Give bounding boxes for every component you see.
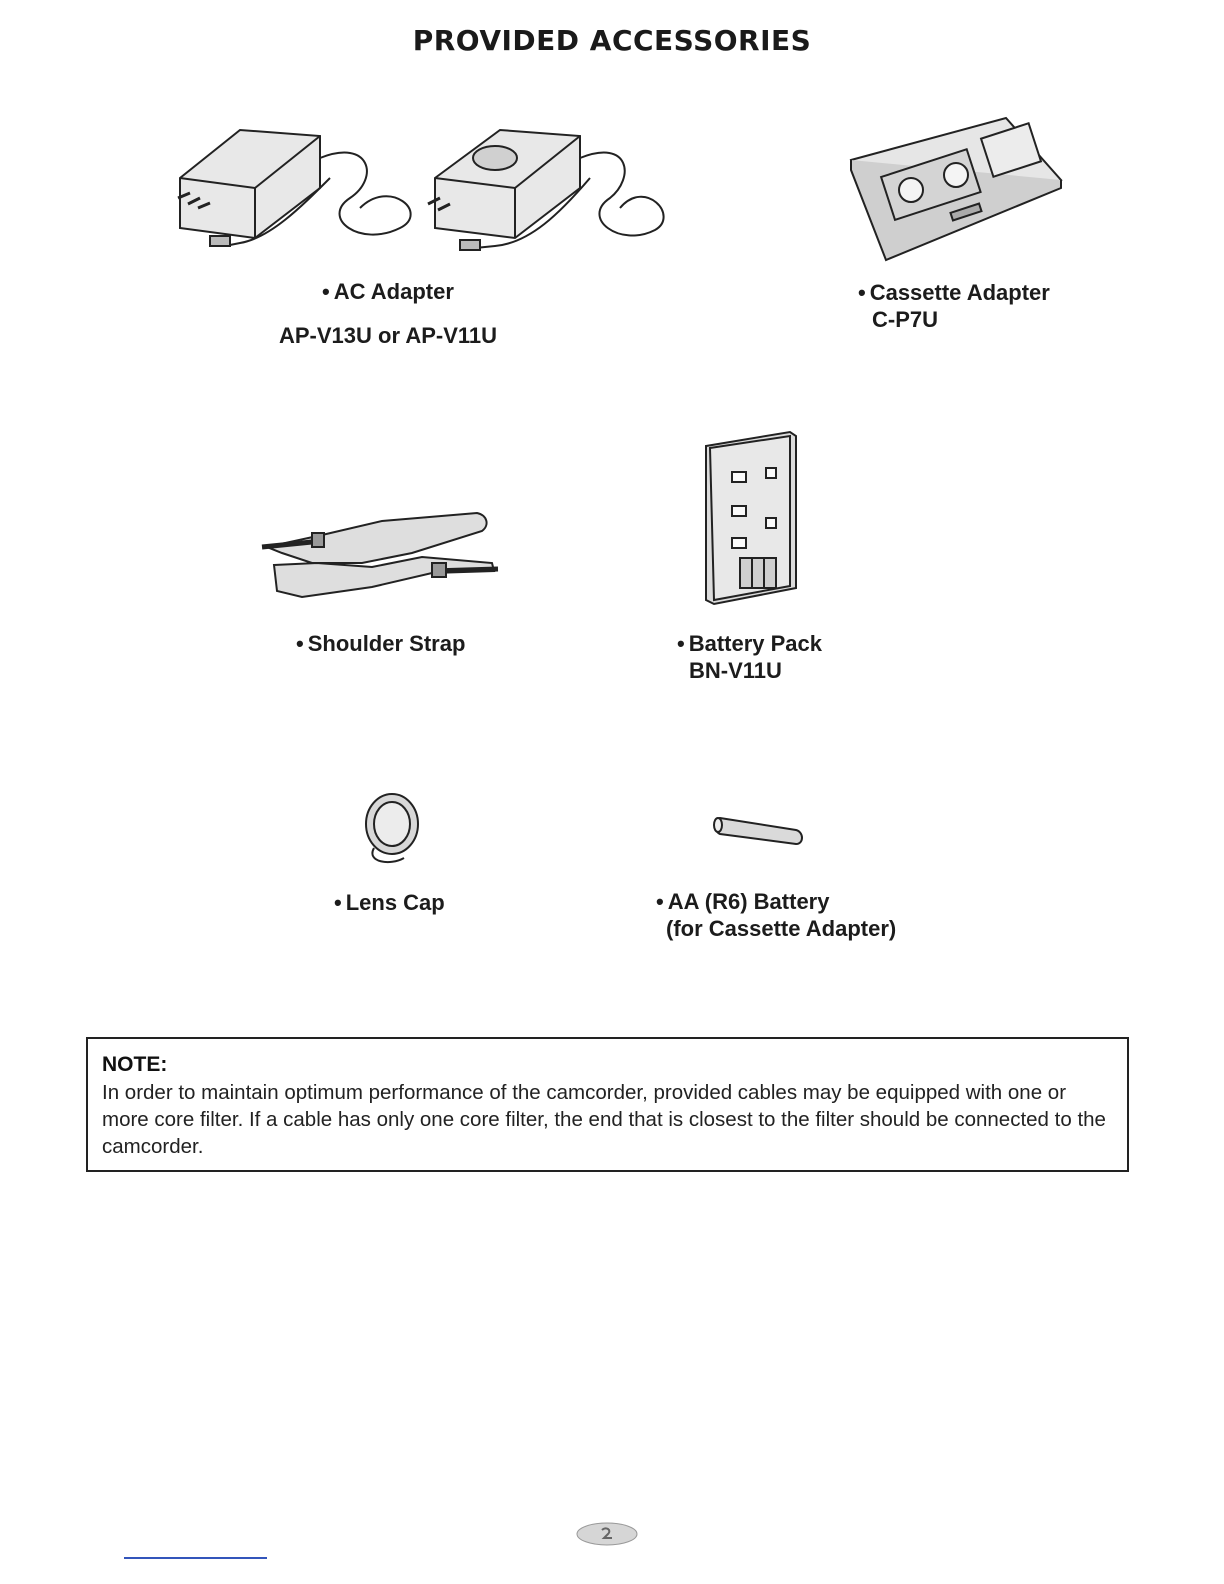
- lens-cap-icon: [360, 788, 424, 866]
- accessory-name: Lens Cap: [345, 890, 445, 915]
- note-title: NOTE:: [102, 1053, 168, 1076]
- accessory-name: AC Adapter: [333, 279, 454, 304]
- accessory-label-cassette-adapter: • Cassette Adapter C-P7U: [858, 280, 1050, 332]
- accessory-label-shoulder-strap: • Shoulder Strap: [296, 631, 466, 656]
- shoulder-strap-icon: [262, 505, 502, 605]
- page-title: PROVIDED ACCESSORIES: [412, 24, 812, 57]
- note-text: In order to maintain optimum performance of the camcorder, provided cables may be equipped with one or more core filter. If a cable has only one core filter, the end that is closest to the filter should be connected to the camcorder.: [102, 1081, 1106, 1158]
- ac-adapter-icon: [170, 118, 625, 268]
- accessory-label-lens-cap: • Lens Cap: [334, 890, 445, 915]
- accessory-label-ac-adapter: • AC Adapter: [322, 279, 454, 304]
- accessory-model-ac-adapter: AP-V13U or AP-V11U: [279, 323, 498, 348]
- accessory-name: AA (R6) Battery: [667, 889, 830, 914]
- accessory-model: (for Cassette Adapter): [666, 916, 897, 941]
- accessory-name: Cassette Adapter: [869, 280, 1050, 305]
- accessory-name: Shoulder Strap: [307, 631, 466, 656]
- battery-pack-icon: [700, 428, 800, 608]
- aa-battery-icon: [712, 812, 806, 848]
- accessory-label-battery-pack: • Battery Pack BN-V11U: [677, 631, 823, 683]
- note-box: [86, 1037, 1129, 1172]
- footer-rule: [124, 1557, 267, 1559]
- cassette-adapter-icon: [846, 110, 1066, 260]
- page-number-icon: [576, 1522, 638, 1546]
- accessory-model: C-P7U: [872, 307, 939, 332]
- accessory-label-aa-battery: • AA (R6) Battery (for Cassette Adapter): [656, 889, 897, 941]
- accessory-name: Battery Pack: [688, 631, 823, 656]
- accessory-model: BN-V11U: [689, 658, 782, 683]
